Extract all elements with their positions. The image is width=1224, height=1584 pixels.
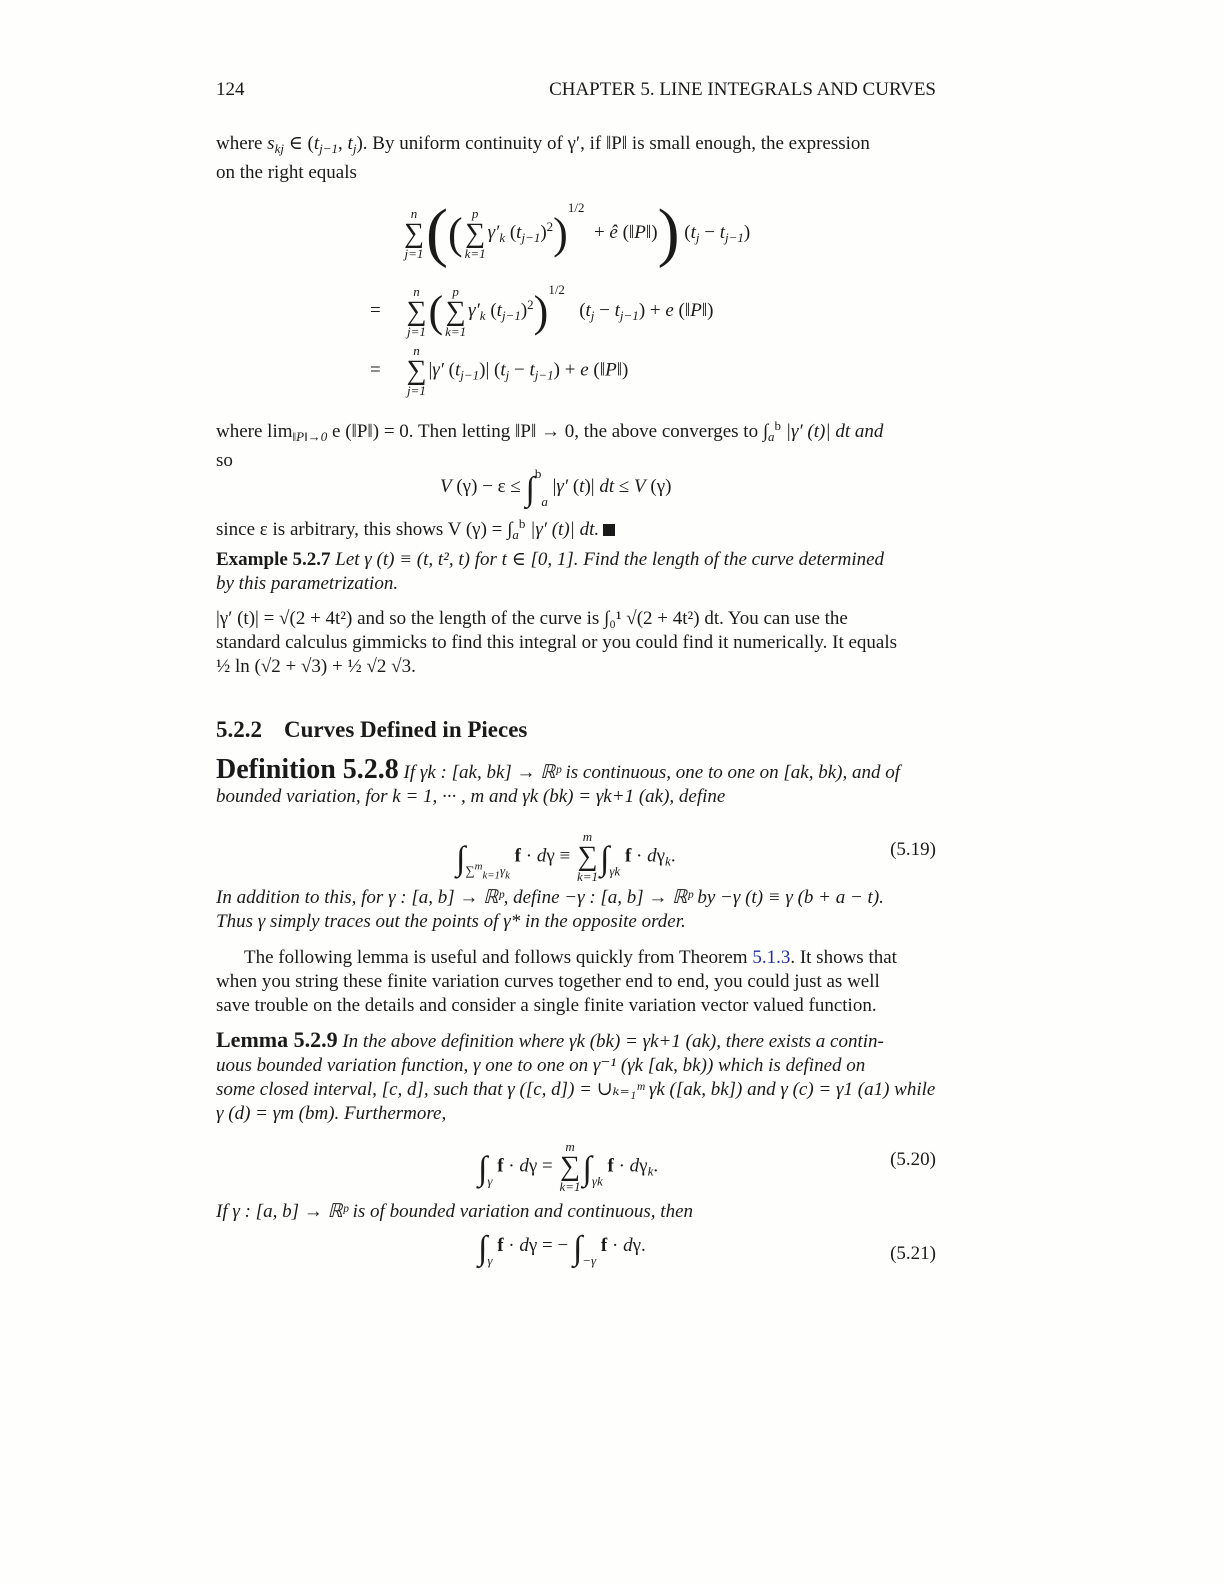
paragraph-conclusion: since ε is arbitrary, this shows V $(\gamma) = \int_a^b$ |γ′ (t)| dt.: [216, 512, 936, 547]
lemma-5-2-9: Lemma 5.2.9 In the above definition where γk (bk) = γk+1 (ak), there exists a contin- uous bounded variation function, γ one to one on γ⁻¹ (γk [ak, bk)) which is defined on some closed interval, [c, d], such that γ ([c, d]) = ∪ₖ₌₁ᵐ γk ([ak, bk]) and γ (c) = γ1 (a1) while γ (d) = γm (bm). Furthermore,: [216, 1027, 936, 1124]
display-sum-line-3: = n ∑ j=1|γ′ $(t_{j-1})|$ $(t_j - t_{j-1}) + e$ (‖P‖): [370, 343, 629, 398]
example-5-2-7: Example 5.2.7 Let γ (t) ≡ (t, t², t) for t ∈ [0, 1]. Find the length of the curve determined by this parametrization.: [216, 549, 885, 594]
running-header: [216, 78, 936, 102]
page-number: 124: [216, 79, 245, 100]
display-sum-line-1: n ∑ j=1(( p ∑ $k=1\gamma'_k$ $(t_{j-1})^2)^{1/2}$ + ê (‖P‖)) $(t_j - t_{j-1})$: [404, 196, 751, 269]
definition-label: Definition 5.2.8: [216, 754, 399, 785]
display-sum-line-2: = n ∑ j=1( p ∑ $k=1\gamma'_k$ $(t_{j-1})^2)^{1/2}$ $(t_j - t_{j-1}) + e$ (‖P‖): [370, 282, 714, 339]
chapter-title: CHAPTER 5. LINE INTEGRALS AND CURVES: [549, 79, 936, 100]
equation-number: (5.20): [890, 1149, 936, 1170]
equation-5-19: $\int_{\sum^m_{k=1}\gamma_k}$ f · dγ ≡ m ∑ $k=1\int_{\gamma k}$ $f \cdot d\gamma_k$. (5.19): [456, 829, 936, 884]
section-heading: [216, 718, 527, 742]
section-title: Curves Defined in Pieces: [284, 717, 528, 742]
equation-number: (5.21): [890, 1243, 936, 1264]
display-inequality: V (γ) − ε ≤ ∫$^b_a$ |γ′ (t)| dt ≤ V (γ): [440, 466, 672, 509]
lemma-label: Lemma 5.2.9: [216, 1027, 338, 1052]
equation-number: (5.19): [890, 839, 936, 860]
paragraph-lemma-intro: The following lemma is useful and follows quickly from Theorem 5.1.3. It shows that when you string these finite variation curves together end to end, you could just as well save trouble on the details and consider a single finite variation vector valued function.: [216, 947, 897, 1016]
section-number: 5.2.2: [216, 717, 262, 742]
lemma-continuation: If γ : [a, b] → ℝᵖ is of bounded variation and continuous, then: [216, 1201, 694, 1222]
definition-5-2-8: Definition 5.2.8 If γk : [ak, bk] → ℝᵖ is continuous, one to one on [ak, bk), and of bounded variation, for k = 1, ··· , m and γk (bk) = γk+1 (ak), define: [216, 754, 901, 807]
qed-symbol: [603, 524, 615, 536]
definition-continuation: In addition to this, for γ : [a, b] → ℝᵖ, define −γ : [a, b] → ℝᵖ by −γ (t) ≡ γ (b + a − t). Thus γ simply traces out the points of γ* in the opposite order.: [216, 887, 884, 932]
paragraph-continuity: where $s_{kj}$ ∈ ($t_{j-1}$, $t_j$). By uniform continuity of γ′, if ‖P‖ is small enough, the expression on the right equals: [216, 133, 870, 183]
paragraph-limit: where $\lim_{‖P‖\to 0} e$ (‖P‖) = 0. Then letting ‖P‖ → 0, the above converges to $\int_a^b$ |γ′ (t)| dt and so: [216, 418, 884, 471]
example-label: Example 5.2.7: [216, 549, 331, 570]
equation-5-21: $\int_\gamma$ f · dγ = − $\int_{-\gamma}$ f · dγ. (5.21): [478, 1230, 936, 1268]
example-body: |γ′ (t)| = √(2 + 4t²) and so the length of the curve is ∫₀¹ √(2 + 4t²) dt. You can use the standard calculus gimmicks to find this integral or you could find it numerically. It equals ½ ln (√2 + √3) + ½ √2 √3.: [216, 608, 898, 677]
equation-5-20: $\int_\gamma$ f · dγ = m ∑ $k=1\int_{\gamma k}$ $f \cdot d\gamma_k$. (5.20): [478, 1139, 936, 1194]
theorem-link[interactable]: 5.1.3: [752, 947, 791, 968]
